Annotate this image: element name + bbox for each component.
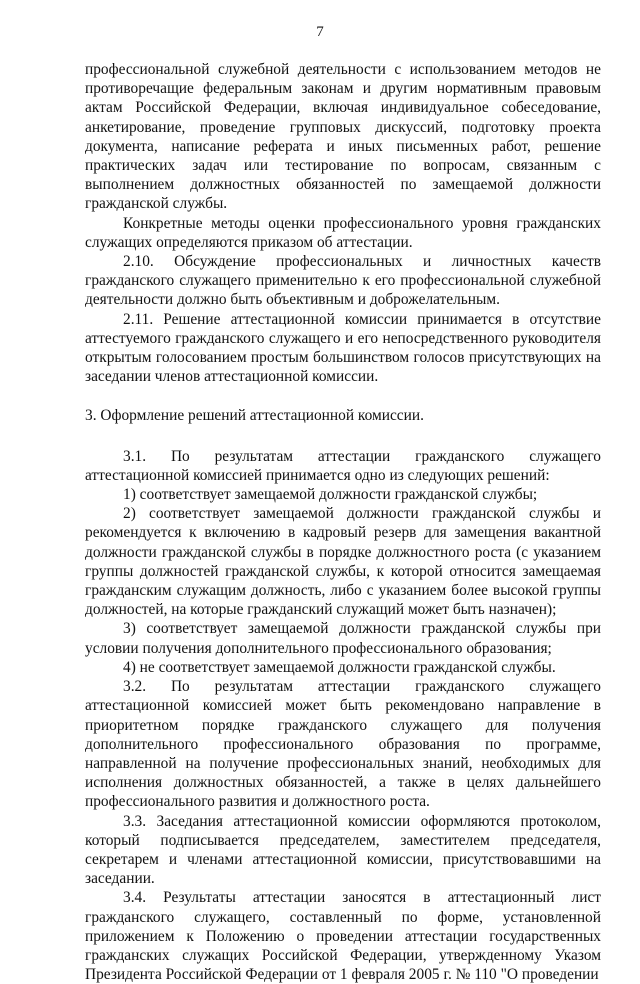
paragraph-methods: Конкретные методы оценки профессионального уровня гражданских служащих определяются приказом об аттестации. xyxy=(85,214,601,251)
paragraph-3-3: 3.3. Заседания аттестационной комиссии оформляются протоколом, который подписывается председателем, заместителем председателя, секретарем и членами аттестационной комиссии, присутствовавшими на заседании. xyxy=(85,812,601,888)
list-item-1: 1) соответствует замещаемой должности гражданской службы; xyxy=(123,486,538,504)
paragraph-3-2: 3.2. По результатам аттестации гражданского служащего аттестационной комиссией может быть рекомендовано направление в приоритетном порядке гражданского служащего для получения дополнительного профессионального образования по программе, направленной на получение профессиональных знаний, необходимых для исполнения должностных обязанностей, а также в целях дальнейшего профессионального развития и должностного роста. xyxy=(85,678,601,811)
page-number: 7 xyxy=(316,24,324,40)
list-item-4: 4) не соответствует замещаемой должности гражданской службы. xyxy=(123,658,556,676)
paragraph-2-11: 2.11. Решение аттестационной комиссии принимается в отсутствие аттестуемого гражданского служащего и его непосредственного руководителя открытым голосованием простым большинством голосов присутствующих на заседании членов аттестационной комиссии. xyxy=(85,310,601,386)
list-item-2: 2) соответствует замещаемой должности гражданской службы и рекомендуется к включению в кадровый резерв для замещения вакантной должности гражданской службы в порядке должностного роста (с указанием группы должностей гражданской службы, к которой относится замещаемая гражданским служащим должность, либо с указанием более высокой группы должностей, на которые гражданский служащий может быть назначен); xyxy=(85,505,601,619)
list-item-3: 3) соответствует замещаемой должности гражданской службы при условии получения дополнительного профессионального образования; xyxy=(85,620,601,657)
paragraph-3-4: 3.4. Результаты аттестации заносятся в аттестационный лист гражданского служащего, составленный по форме, установленной приложением к Положению о проведении аттестации государственных гражданских служащих Российской Федерации, утвержденному Указом Президента Российской Федерации от 1 февраля 2005 г. № 110 "О проведении xyxy=(85,889,601,984)
section-title: 3. Оформление решений аттестационной комиссии. xyxy=(85,407,424,425)
paragraph-continuation: профессиональной служебной деятельности с использованием методов не противоречащие федеральным законам и другим нормативным правовым актам Российской Федерации, включая индивидуальное собеседование, анкетирование, проведение групповых дискуссий, подготовку проекта документа, написание реферата и иных письменных работ, решение практических задач или тестирование по вопросам, связанным с выполнением должностных обязанностей по замещаемой должности гражданской службы. xyxy=(85,61,601,213)
paragraph-2-10: 2.10. Обсуждение профессиональных и личностных качеств гражданского служащего применительно к его профессиональной служебной деятельности должно быть объективным и доброжелательным. xyxy=(85,253,601,309)
paragraph-3-1: 3.1. По результатам аттестации гражданского служащего аттестационной комиссией принимается одно из следующих решений: xyxy=(85,447,601,484)
document-body xyxy=(85,60,601,984)
